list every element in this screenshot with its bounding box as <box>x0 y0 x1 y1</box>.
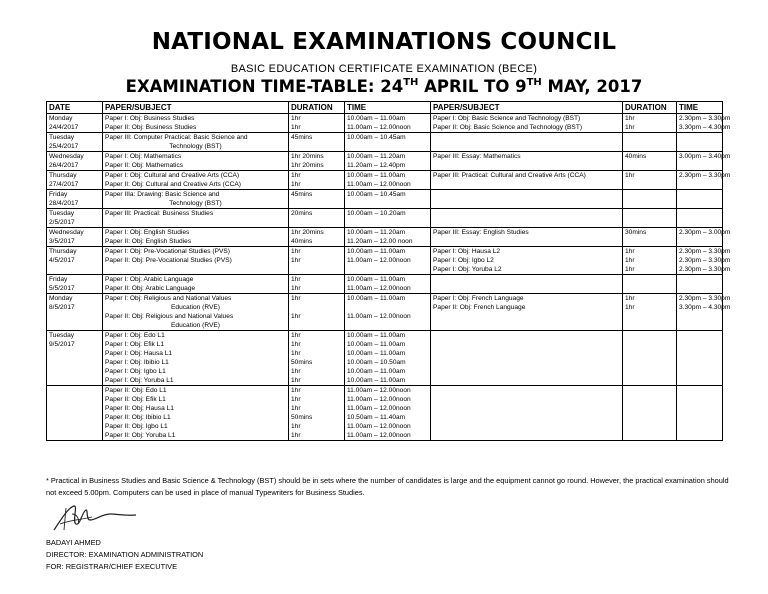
cell-line <box>347 303 428 312</box>
cell-duration <box>289 247 345 275</box>
cell-line: 40mins <box>625 153 647 160</box>
cell-line: 45mins <box>291 134 313 141</box>
cell-line: 2.30pm – 3.30pm <box>679 266 731 273</box>
cell-time <box>345 133 431 152</box>
cell-line: Paper III: Practical: Cultural and Creative Arts (CCA) <box>433 172 586 179</box>
cell-line: Paper II: Obj: Igbo L1 <box>105 423 168 430</box>
cell-line: Paper I: Obj: French Language <box>433 295 524 302</box>
cell-line <box>291 321 342 330</box>
cell-subject-afternoon <box>431 294 623 331</box>
col-subject-afternoon: PAPER/SUBJECT <box>431 102 623 114</box>
cell-line: 1hr <box>291 332 301 339</box>
cell-subject-afternoon <box>431 331 623 386</box>
cell-line: 10.00am – 11.00am <box>347 295 406 302</box>
cell-subject <box>103 114 289 133</box>
table-row <box>47 133 723 152</box>
cell-duration <box>289 275 345 294</box>
col-duration: DURATION <box>289 102 345 114</box>
cell-duration-afternoon <box>623 190 677 209</box>
cell-line: Paper I: Obj: Pre-Vocational Studies (PVS) <box>105 248 230 255</box>
table-row <box>47 331 723 386</box>
cell-line: 11.20am – 12.40pm <box>347 162 406 169</box>
cell-line: 1hr <box>291 276 301 283</box>
cell-line: 1hr <box>291 248 301 255</box>
cell-line: Education (RVE) <box>171 304 220 311</box>
cell-line: Paper IIIa: Drawing: Basic Science and <box>105 191 220 198</box>
cell-line: Paper III: Computer Practical: Basic Science and <box>105 134 248 141</box>
cell-line: Paper II: Obj: Pre-Vocational Studies (PVS) <box>105 257 232 264</box>
cell-line: 25/4/2017 <box>49 143 79 150</box>
signatory-block <box>46 537 203 573</box>
cell-line: Paper III: Essay: Mathematics <box>433 153 521 160</box>
cell-line: Paper I: Obj: Igbo L1 <box>105 368 166 375</box>
exam-name: BASIC EDUCATION CERTIFICATE EXAMINATION (BECE) <box>230 63 538 75</box>
cell-line: 1hr <box>291 377 301 384</box>
cell-line: 10.00am – 11.20am <box>347 229 406 236</box>
cell-time-afternoon <box>677 133 723 152</box>
cell-line: 2.30pm – 3.30pm <box>679 257 731 264</box>
cell-subject-afternoon <box>431 190 623 209</box>
table-row <box>47 209 723 228</box>
cell-line: 4/5/2017 <box>49 257 75 264</box>
cell-line: Paper II: Obj: Religious and National Values <box>105 313 234 320</box>
cell-subject <box>103 190 289 209</box>
cell-line: 1hr <box>291 341 301 348</box>
header-row <box>47 102 723 114</box>
cell-line: Paper I: Obj: Religious and National Values <box>105 295 232 302</box>
cell-subject <box>103 386 289 441</box>
cell-duration-afternoon <box>623 294 677 331</box>
cell-line: 3/5/2017 <box>49 238 75 245</box>
cell-line: Paper I: Obj: Hausa L1 <box>105 350 173 357</box>
timetable-title: EXAMINATION TIME-TABLE: 24TH APRIL TO 9TH MAY, 2017 <box>125 77 643 96</box>
cell-line: 10.00am – 11.00am <box>347 276 406 283</box>
signatory-name: BADAYI AHMED <box>46 538 101 547</box>
cell-line: 1hr <box>291 172 301 179</box>
cell-duration <box>289 152 345 171</box>
cell-date <box>47 294 103 331</box>
cell-line: 1hr <box>291 432 301 439</box>
cell-time-afternoon <box>677 331 723 386</box>
cell-line: 1hr <box>625 295 635 302</box>
cell-line: 11.00am – 12.00noon <box>347 432 411 439</box>
cell-time <box>345 209 431 228</box>
cell-time <box>345 152 431 171</box>
cell-line: Tuesday <box>49 210 75 217</box>
cell-line: 5/5/2017 <box>49 285 75 292</box>
cell-line: Tuesday <box>49 134 75 141</box>
cell-line: 11.00am – 12.00noon <box>347 124 411 131</box>
cell-line: 2.30pm – 3.30pm <box>679 295 731 302</box>
cell-line: 1hr <box>625 248 635 255</box>
cell-time <box>345 114 431 133</box>
cell-line: 1hr <box>625 172 635 179</box>
cell-line: Paper I: Obj: Hausa L2 <box>433 248 501 255</box>
cell-line: 10.00am – 10.20am <box>347 210 406 217</box>
cell-line: 40mins <box>291 238 313 245</box>
org-heading: NATIONAL EXAMINATIONS COUNCIL <box>151 29 617 55</box>
cell-line: 10.00am – 11.00am <box>347 115 406 122</box>
table-row <box>47 171 723 190</box>
cell-line: 1hr <box>291 423 301 430</box>
cell-line: 45mins <box>291 191 313 198</box>
cell-line: 1hr <box>291 313 301 320</box>
cell-line: 10.00am – 11.00am <box>347 341 406 348</box>
cell-duration <box>289 228 345 247</box>
cell-line: Paper II: Obj: Basic Science and Technology (BST) <box>433 124 583 131</box>
cell-line: Paper I: Obj: Yoruba L1 <box>105 377 174 384</box>
cell-line: Technology (BST) <box>169 143 222 150</box>
cell-subject-afternoon <box>431 152 623 171</box>
cell-date <box>47 114 103 133</box>
cell-line: Paper I: Obj: English Studies <box>105 229 190 236</box>
cell-line: Paper II: Obj: Arabic Language <box>105 285 196 292</box>
cell-duration <box>289 190 345 209</box>
cell-line: 28/4/2017 <box>49 200 79 207</box>
cell-line: 11.00am – 12.00noon <box>347 285 411 292</box>
cell-line: 1hr <box>625 124 635 131</box>
signatory-for: FOR: REGISTRAR/CHIEF EXECUTIVE <box>46 562 177 571</box>
cell-line <box>291 303 342 312</box>
cell-duration-afternoon <box>623 386 677 441</box>
cell-time <box>345 275 431 294</box>
cell-line: 26/4/2017 <box>49 162 79 169</box>
cell-line: 10.00am – 10.50am <box>347 359 406 366</box>
cell-duration <box>289 386 345 441</box>
cell-subject <box>103 228 289 247</box>
cell-line: Paper I: Obj: Basic Science and Technology (BST) <box>433 115 581 122</box>
cell-line: Paper II: Obj: French Language <box>433 304 526 311</box>
cell-line: Paper I: Obj: Edo L1 <box>105 332 165 339</box>
cell-line: 1hr <box>291 257 301 264</box>
cell-subject <box>103 133 289 152</box>
cell-line: Paper I: Obj: Cultural and Creative Arts (CCA) <box>105 172 240 179</box>
cell-subject <box>103 331 289 386</box>
cell-time-afternoon <box>677 114 731 133</box>
cell-duration <box>289 133 345 152</box>
cell-line: Paper I: Obj: Arabic Language <box>105 276 194 283</box>
cell-duration-afternoon <box>623 228 677 247</box>
cell-duration-afternoon <box>623 275 677 294</box>
cell-time-afternoon <box>677 152 731 171</box>
table-row <box>47 247 723 275</box>
cell-subject-afternoon <box>431 247 623 275</box>
cell-date <box>47 152 103 171</box>
cell-line: 1hr <box>291 405 301 412</box>
timetable-body <box>47 114 731 441</box>
cell-line: 1hr <box>291 295 301 302</box>
cell-time <box>345 386 431 441</box>
cell-line: 1hr <box>291 285 301 292</box>
cell-date <box>47 171 103 190</box>
cell-line: 2/5/2017 <box>49 219 75 226</box>
signature-image <box>50 500 140 534</box>
cell-line: 11.00am – 12.00noon <box>347 257 411 264</box>
cell-line: Paper I: Obj: Igbo L2 <box>433 257 494 264</box>
cell-time-afternoon <box>677 209 723 228</box>
cell-line: Paper I: Obj: Business Studies <box>105 115 195 122</box>
cell-duration <box>289 114 345 133</box>
cell-duration <box>289 209 345 228</box>
cell-subject <box>103 294 289 331</box>
cell-time <box>345 228 431 247</box>
cell-line: Paper II: Obj: Ibibio L1 <box>105 414 171 421</box>
cell-line: Paper I: Obj: Yoruba L2 <box>433 266 502 273</box>
cell-date <box>47 275 103 294</box>
col-subject: PAPER/SUBJECT <box>103 102 289 114</box>
cell-line: 1hr <box>291 124 301 131</box>
cell-time-afternoon <box>677 171 731 190</box>
signatory-title: DIRECTOR: EXAMINATION ADMINISTRATION <box>46 550 204 559</box>
table-row <box>47 275 723 294</box>
cell-subject-afternoon <box>431 209 623 228</box>
cell-line: 1hr <box>625 257 635 264</box>
cell-date <box>47 228 103 247</box>
table-row <box>47 294 723 331</box>
cell-line: 11.00am – 12.00noon <box>347 423 411 430</box>
cell-line: Paper II: Obj: Yoruba L1 <box>105 432 176 439</box>
cell-line: 11.20am – 12.00 noon <box>347 238 413 245</box>
cell-subject <box>103 171 289 190</box>
cell-line: Paper II: Obj: Mathematics <box>105 162 184 169</box>
cell-subject-afternoon <box>431 114 623 133</box>
cell-time <box>345 247 431 275</box>
cell-line: 10.00am – 10.45am <box>347 134 406 141</box>
cell-line: Friday <box>49 276 68 283</box>
cell-time-afternoon <box>677 247 731 275</box>
cell-line: 1hr <box>291 181 301 188</box>
cell-line: Education (RVE) <box>171 322 220 329</box>
cell-line: 11.00am – 12.00noon <box>347 405 411 412</box>
cell-subject-afternoon <box>431 171 623 190</box>
table-row <box>47 228 723 247</box>
cell-line: 1hr 20mins <box>291 162 324 169</box>
cell-duration-afternoon <box>623 171 677 190</box>
cell-subject <box>103 209 289 228</box>
cell-time <box>345 294 431 331</box>
col-time: TIME <box>345 102 431 114</box>
cell-line: 2.30pm – 3.30pm <box>679 172 731 179</box>
cell-duration <box>289 171 345 190</box>
cell-subject-afternoon <box>431 386 623 441</box>
cell-subject-afternoon <box>431 275 623 294</box>
cell-line: Paper I: Obj: Efik L1 <box>105 341 165 348</box>
cell-line: Paper II: Obj: Cultural and Creative Arts (CCA) <box>105 181 241 188</box>
cell-time <box>345 331 431 386</box>
cell-date <box>47 209 103 228</box>
cell-line: 1hr 20mins <box>291 229 324 236</box>
cell-line: Wednesday <box>49 153 84 160</box>
cell-line: 10.00am – 11.00am <box>347 332 406 339</box>
cell-line: Paper III: Essay: English Studies <box>433 229 529 236</box>
cell-line: Wednesday <box>49 229 84 236</box>
col-date: DATE <box>47 102 103 114</box>
cell-subject-afternoon <box>431 133 623 152</box>
cell-time-afternoon <box>677 228 731 247</box>
col-duration-afternoon: DURATION <box>623 102 677 114</box>
cell-line: 3.00pm – 3.40pm <box>679 153 731 160</box>
cell-duration-afternoon <box>623 133 677 152</box>
cell-line: 1hr <box>291 115 301 122</box>
cell-line: 1hr <box>291 396 301 403</box>
cell-line: Paper II: Obj: Edo L1 <box>105 387 167 394</box>
cell-line: 3.30pm – 4.30pm <box>679 124 731 131</box>
cell-subject <box>103 247 289 275</box>
cell-line: 2.30pm – 3.30pm <box>679 115 731 122</box>
cell-line: Monday <box>49 295 73 302</box>
cell-date <box>47 331 103 386</box>
cell-subject-afternoon <box>431 228 623 247</box>
col-time-afternoon: TIME <box>677 102 723 114</box>
cell-line: 1hr <box>625 115 635 122</box>
cell-line: 10.00am – 11.00am <box>347 368 406 375</box>
cell-line: 11.00am – 12.00noon <box>347 181 411 188</box>
cell-time <box>345 190 431 209</box>
cell-date <box>47 247 103 275</box>
timetable <box>46 101 731 441</box>
cell-line: 8/5/2017 <box>49 304 75 311</box>
cell-line: 27/4/2017 <box>49 181 79 188</box>
cell-line: 2.30pm – 3.30pm <box>679 248 731 255</box>
cell-line: Paper I: Obj: Mathematics <box>105 153 182 160</box>
cell-line: Paper II: Obj: Hausa L1 <box>105 405 174 412</box>
cell-line: 10.00am – 11.00am <box>347 248 406 255</box>
cell-line: 1hr <box>291 387 301 394</box>
cell-duration <box>289 331 345 386</box>
cell-line: Paper II: Obj: English Studies <box>105 238 192 245</box>
table-row <box>47 190 723 209</box>
cell-line: 1hr <box>625 304 635 311</box>
cell-line: 10.50am – 11.40am <box>347 414 406 421</box>
table-row <box>47 386 723 441</box>
cell-line: Paper III: Practical: Business Studies <box>105 210 214 217</box>
cell-date <box>47 386 103 441</box>
cell-line: Monday <box>49 115 73 122</box>
cell-line: Paper I: Obj: Ibibio L1 <box>105 359 169 366</box>
cell-line: Tuesday <box>49 332 75 339</box>
cell-line: 11.00am – 12.00noon <box>347 387 411 394</box>
cell-line: 1hr <box>291 368 301 375</box>
cell-duration-afternoon <box>623 331 677 386</box>
cell-line: 1hr <box>625 266 635 273</box>
cell-line: 20mins <box>291 210 313 217</box>
cell-time-afternoon <box>677 275 723 294</box>
footnote: * Practical in Business Studies and Basic Science & Technology (BST) should be in sets where the number of candidates is large and the equipment cannot go round. However, the practical examination should not exceed 5.00pm. Computers can be used in place of manual Typewriters for Business Studies. <box>46 476 729 497</box>
cell-line: Paper II: Obj: Business Studies <box>105 124 197 131</box>
table-row <box>47 114 723 133</box>
cell-date <box>47 133 103 152</box>
cell-line: Thursday <box>49 248 77 255</box>
cell-line: 10.00am – 11.00am <box>347 350 406 357</box>
cell-duration-afternoon <box>623 209 677 228</box>
cell-line: Paper II: Obj: Efik L1 <box>105 396 166 403</box>
cell-line: 30mins <box>625 229 647 236</box>
cell-date <box>47 190 103 209</box>
cell-duration-afternoon <box>623 114 677 133</box>
table-row <box>47 152 723 171</box>
cell-line <box>347 321 428 330</box>
cell-duration-afternoon <box>623 152 677 171</box>
cell-line: 9/5/2017 <box>49 341 75 348</box>
cell-line: 10.00am – 11.00am <box>347 172 406 179</box>
cell-line: 1hr <box>291 350 301 357</box>
cell-line: Thursday <box>49 172 77 179</box>
cell-subject <box>103 275 289 294</box>
cell-duration-afternoon <box>623 247 677 275</box>
cell-line: 10.00am – 11.00am <box>347 377 406 384</box>
cell-subject <box>103 152 289 171</box>
cell-line: 50mins <box>291 359 313 366</box>
cell-line: Technology (BST) <box>169 200 222 207</box>
cell-line: 1hr 20mins <box>291 153 324 160</box>
cell-line: Friday <box>49 191 68 198</box>
cell-time-afternoon <box>677 294 731 331</box>
cell-line: 2.30pm – 3.00pm <box>679 229 731 236</box>
cell-line: 24/4/2017 <box>49 124 79 131</box>
cell-line: 11.00am – 12.00noon <box>347 313 411 320</box>
cell-time-afternoon <box>677 190 723 209</box>
cell-line: 10.00am – 10.45am <box>347 191 406 198</box>
cell-line: 3.30pm – 4.30pm <box>679 304 731 311</box>
cell-time <box>345 171 431 190</box>
cell-line: 11.00am – 12.00noon <box>347 396 411 403</box>
cell-duration <box>289 294 345 331</box>
cell-line: 50mins <box>291 414 313 421</box>
cell-line: 10.00am – 11.20am <box>347 153 406 160</box>
cell-time-afternoon <box>677 386 723 441</box>
